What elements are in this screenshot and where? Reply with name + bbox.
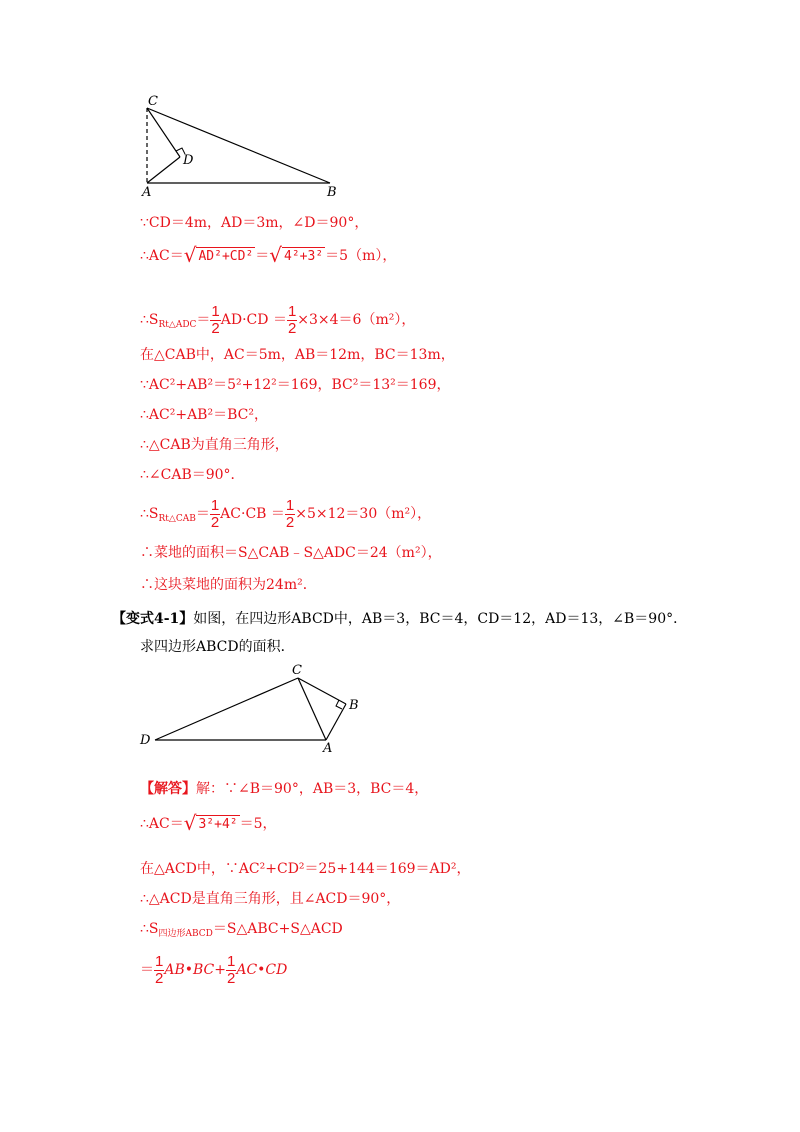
fraction-half-5: $\frac{1}{2}$ [155, 952, 164, 987]
answer-line-5: $\therefore S_{四边形ABCD}=S\triangle ABC+S\triangle ACD$ [140, 921, 343, 939]
solution-line-4: 在△CAB中，AC＝5m，AB＝12m，BC＝13m， [140, 347, 455, 363]
label-c: C [148, 94, 158, 109]
figure-quadrilateral-abcd [130, 662, 370, 757]
fraction-half-6: $\frac{1}{2}$ [227, 952, 236, 987]
answer-line-6: ＝ $\frac{1}{2}$ AB•BC+ $\frac{1}{2}$ AC•CD [140, 952, 288, 987]
segment-ad [147, 157, 180, 183]
figure-triangle-cab [130, 90, 360, 200]
label-d: D [183, 153, 194, 168]
sqrt-3-4: √ 3²+4² [183, 811, 238, 835]
label-b: B [349, 698, 359, 713]
solution-line-6: ∴AC²+AB²＝BC²， [140, 407, 268, 423]
label-b: B [327, 185, 337, 200]
solution-line-8: ∴∠CAB＝90°． [140, 467, 245, 483]
label-a: A [323, 741, 333, 756]
solution-line-1: ∵CD＝4m，AD＝3m，∠D＝90°， [140, 215, 369, 231]
solution-line-11: ∴这块菜地的面积为24m²． [140, 577, 317, 593]
fraction-half-2: $\frac{1}{2}$ [287, 302, 297, 337]
solution-line-7: ∴△CAB为直角三角形， [140, 437, 289, 453]
fraction-half-4: $\frac{1}{2}$ [285, 496, 295, 531]
segment-dc [155, 678, 298, 740]
answer-line-1: 【解答】解：∵∠B＝90°，AB＝3，BC＝4， [140, 781, 429, 797]
fraction-half: $\frac{1}{2}$ [211, 302, 220, 337]
label-c: C [292, 663, 302, 678]
answer-heading: 【解答】 [140, 781, 196, 797]
answer-line-4: ∴△ACD是直角三角形，且∠ACD＝90°， [140, 891, 401, 907]
answer-line-2: ∴AC＝√ 3²+4² ＝5， [140, 811, 277, 835]
label-d: D [140, 733, 151, 748]
sqrt-4-3: √ 4²+3² [269, 243, 324, 267]
fraction-half-3: $\frac{1}{2}$ [210, 496, 220, 531]
solution-line-2: ∴AC＝√ AD²+CD² ＝√ 4²+3² ＝5（m）， [140, 243, 397, 267]
segment-cb [147, 108, 330, 183]
variant-heading: 【变式4-1】 [112, 611, 194, 627]
solution-line-10: ∴菜地的面积＝S△CAB﹣S△ADC＝24（m²）， [140, 545, 442, 561]
solution-line-9: $\therefore S_{Rt\triangle CAB}=$ $\frac{1}{2}$ AC·CB ＝ $\frac{1}{2}$ ×5×12＝30（m²）， [140, 496, 432, 531]
variant-problem: 【变式4-1】如图，在四边形ABCD中，AB＝3，BC＝4，CD＝12，AD＝13，∠B＝90°． [112, 611, 688, 627]
segment-ba [326, 704, 346, 740]
solution-line-3: $\therefore S_{Rt\triangle ADC}=$ $\frac{1}{2}$ AD·CD ＝ $\frac{1}{2}$ ×3×4＝6（m²）， [140, 302, 416, 337]
variant-problem-line-2: 求四边形ABCD的面积． [140, 639, 295, 655]
solution-line-5: ∵AC²+AB²＝5²+12²＝169，BC²＝13²＝169， [140, 377, 451, 393]
answer-line-3: 在△ACD中，∵AC²+CD²＝25+144＝169＝AD²， [140, 861, 471, 877]
label-a: A [142, 185, 152, 200]
sqrt-ad-cd: √ AD²+CD² [183, 243, 254, 267]
segment-ca [298, 678, 326, 740]
